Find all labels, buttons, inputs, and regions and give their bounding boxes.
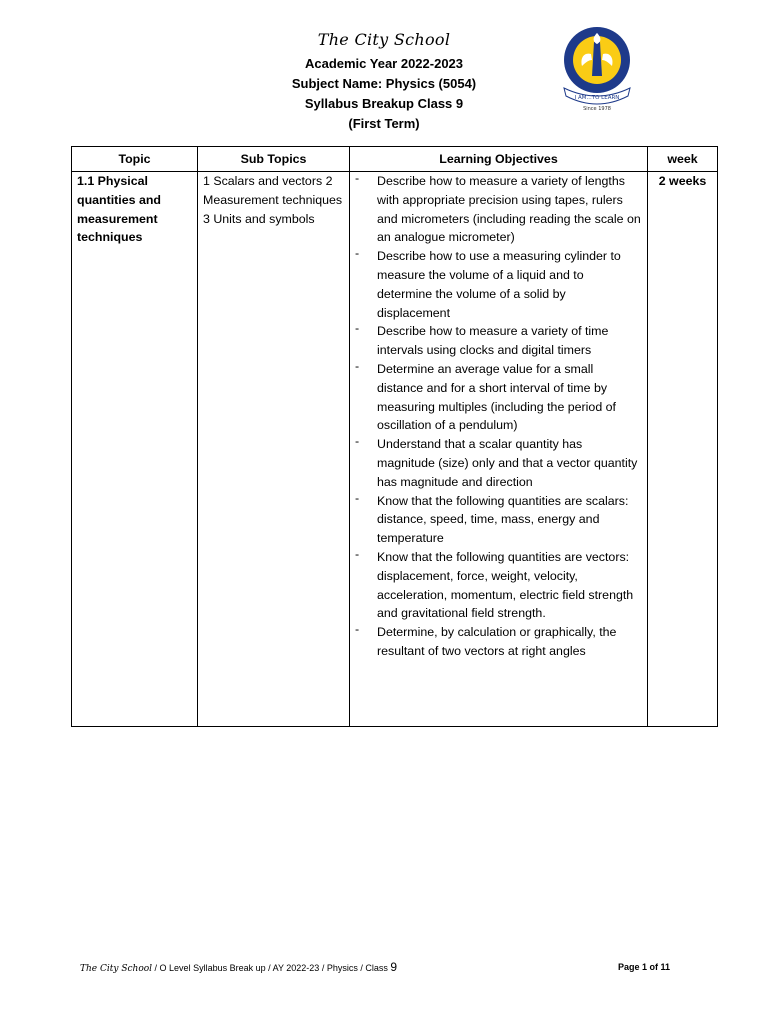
topic-cell: 1.1 Physical quantities and measurement techniques	[72, 172, 198, 727]
syllabus-table	[71, 146, 718, 727]
document-header	[0, 30, 768, 134]
list-item: - Describe how to measure a variety of time intervals using clocks and digital timers	[355, 321, 609, 358]
subtopic-line: 1 Scalars and vectors 2 Measurement techniques	[203, 174, 343, 207]
school-name: The City School	[317, 30, 451, 49]
table-row	[72, 172, 718, 727]
footer-text: / O Level Syllabus Break up / AY 2022-23 / Physics / Class	[154, 963, 388, 973]
logo-since: Since 1978	[583, 106, 611, 112]
col-topic: Topic	[72, 147, 198, 172]
list-item: - Understand that a scalar quantity has magnitude (size) only and that a vector quantity has magnitude and direction	[355, 434, 638, 489]
bullet-dash: -	[355, 490, 360, 505]
list-item: - Know that the following quantities are vectors: displacement, force, weight, velocity, acceleration, momentum, electric field strength and gravitational field strength.	[355, 546, 634, 621]
footer-left	[80, 960, 397, 976]
list-item: - Describe how to measure a variety of lengths with appropriate precision using tapes, rulers and micrometers (including reading the scale on an analogue micrometer)	[355, 171, 641, 245]
academic-year: Academic Year 2022-2023	[304, 56, 464, 71]
school-logo	[558, 24, 636, 114]
subtopic-line: 3 Units and symbols	[203, 211, 315, 226]
footer-school-name: The City School	[80, 964, 153, 974]
list-item: - Know that the following quantities are scalars: distance, speed, time, mass, energy and temperature	[355, 490, 629, 546]
bullet-dash: -	[355, 546, 360, 561]
table-header-row	[72, 147, 718, 172]
syllabus-title: Syllabus Breakup Class 9	[304, 96, 464, 111]
col-week: week	[648, 147, 718, 172]
list-item: - Determine an average value for a small distance and for a short interval of time by measuring multiples (including the period of oscillation of a pendulum)	[355, 358, 616, 433]
page-number: Page 1 of 11	[617, 962, 670, 972]
col-objectives: Learning Objectives	[350, 147, 648, 172]
subtopics-cell	[198, 172, 350, 727]
logo-motto: I AM...TO LEARN	[574, 95, 620, 101]
bullet-dash: -	[355, 434, 360, 449]
bullet-dash: -	[355, 622, 360, 637]
list-item: - Determine, by calculation or graphically, the resultant of two vectors at right angles	[355, 622, 617, 658]
subject-name: Subject Name: Physics (5054)	[291, 76, 477, 91]
col-subtopics: Sub Topics	[198, 147, 350, 172]
list-item: - Describe how to use a measuring cylinder to measure the volume of a liquid and to determine the volume of a solid by displacement	[355, 246, 621, 320]
bullet-dash: -	[355, 358, 360, 373]
bullet-dash: -	[355, 246, 360, 261]
objectives-list	[355, 172, 642, 661]
footer-class-num: 9	[390, 960, 398, 974]
bullet-dash: -	[355, 321, 360, 336]
bullet-dash: -	[355, 171, 360, 185]
term-label: (First Term)	[348, 116, 420, 131]
objectives-cell	[350, 172, 648, 727]
week-cell: 2 weeks	[648, 172, 718, 727]
